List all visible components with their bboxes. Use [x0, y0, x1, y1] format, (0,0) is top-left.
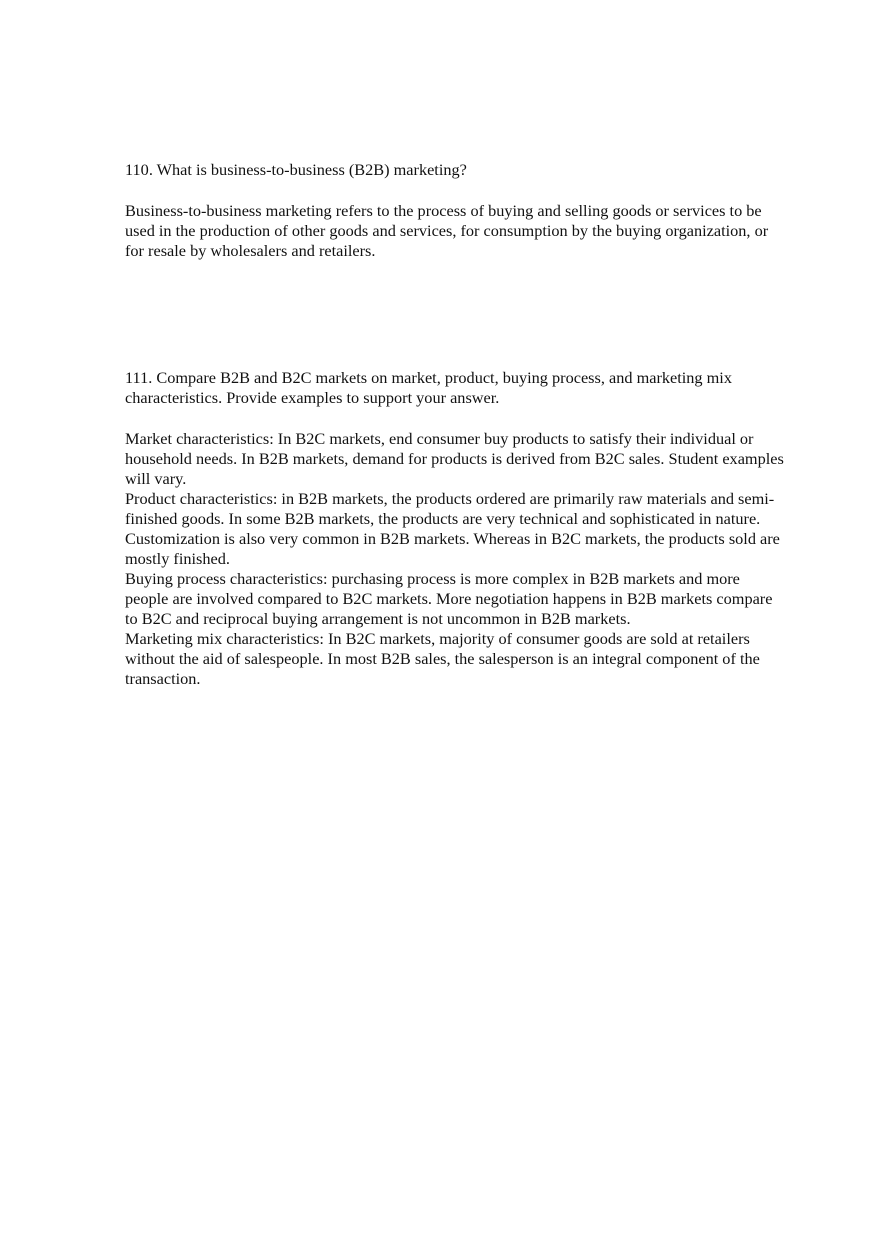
answer-111-product-characteristics: Product characteristics: in B2B markets, the products ordered are primarily raw materials and semi-finished goods. In some B2B markets, the products are very technical and sophisticated in nature. Customization is also very common in B2B markets. Whereas in B2C markets, the products sold are mostly finished. [125, 489, 780, 568]
answer-111-marketing-mix-characteristics: Marketing mix characteristics: In B2C markets, majority of consumer goods are sold at retailers without the aid of salespeople. In most B2B sales, the salesperson is an integral component of the transaction. [125, 629, 760, 688]
answer-111-buying-process-characteristics: Buying process characteristics: purchasing process is more complex in B2B markets and more people are involved compared to B2C markets. More negotiation happens in B2B markets compare to B2C and reciprocal buying arrangement is not uncommon in B2B markets. [125, 569, 773, 628]
question-110 [125, 160, 785, 180]
answer-111-market-characteristics: Market characteristics: In B2C markets, end consumer buy products to satisfy their individual or household needs. In B2B markets, demand for products is derived from B2C sales. Student examples will vary. [125, 429, 784, 488]
question-111 [125, 368, 785, 408]
question-110-text: 110. What is business-to-business (B2B) marketing? [125, 160, 467, 179]
answer-110-paragraph: Business-to-business marketing refers to the process of buying and selling goods or services to be used in the production of other goods and services, for consumption by the buying organization, or for resale by wholesalers and retailers. [125, 201, 769, 260]
answer-111 [125, 429, 785, 689]
answer-110 [125, 201, 785, 261]
question-111-text: 111. Compare B2B and B2C markets on market, product, buying process, and marketing mix characteristics. Provide examples to support your answer. [125, 368, 732, 407]
